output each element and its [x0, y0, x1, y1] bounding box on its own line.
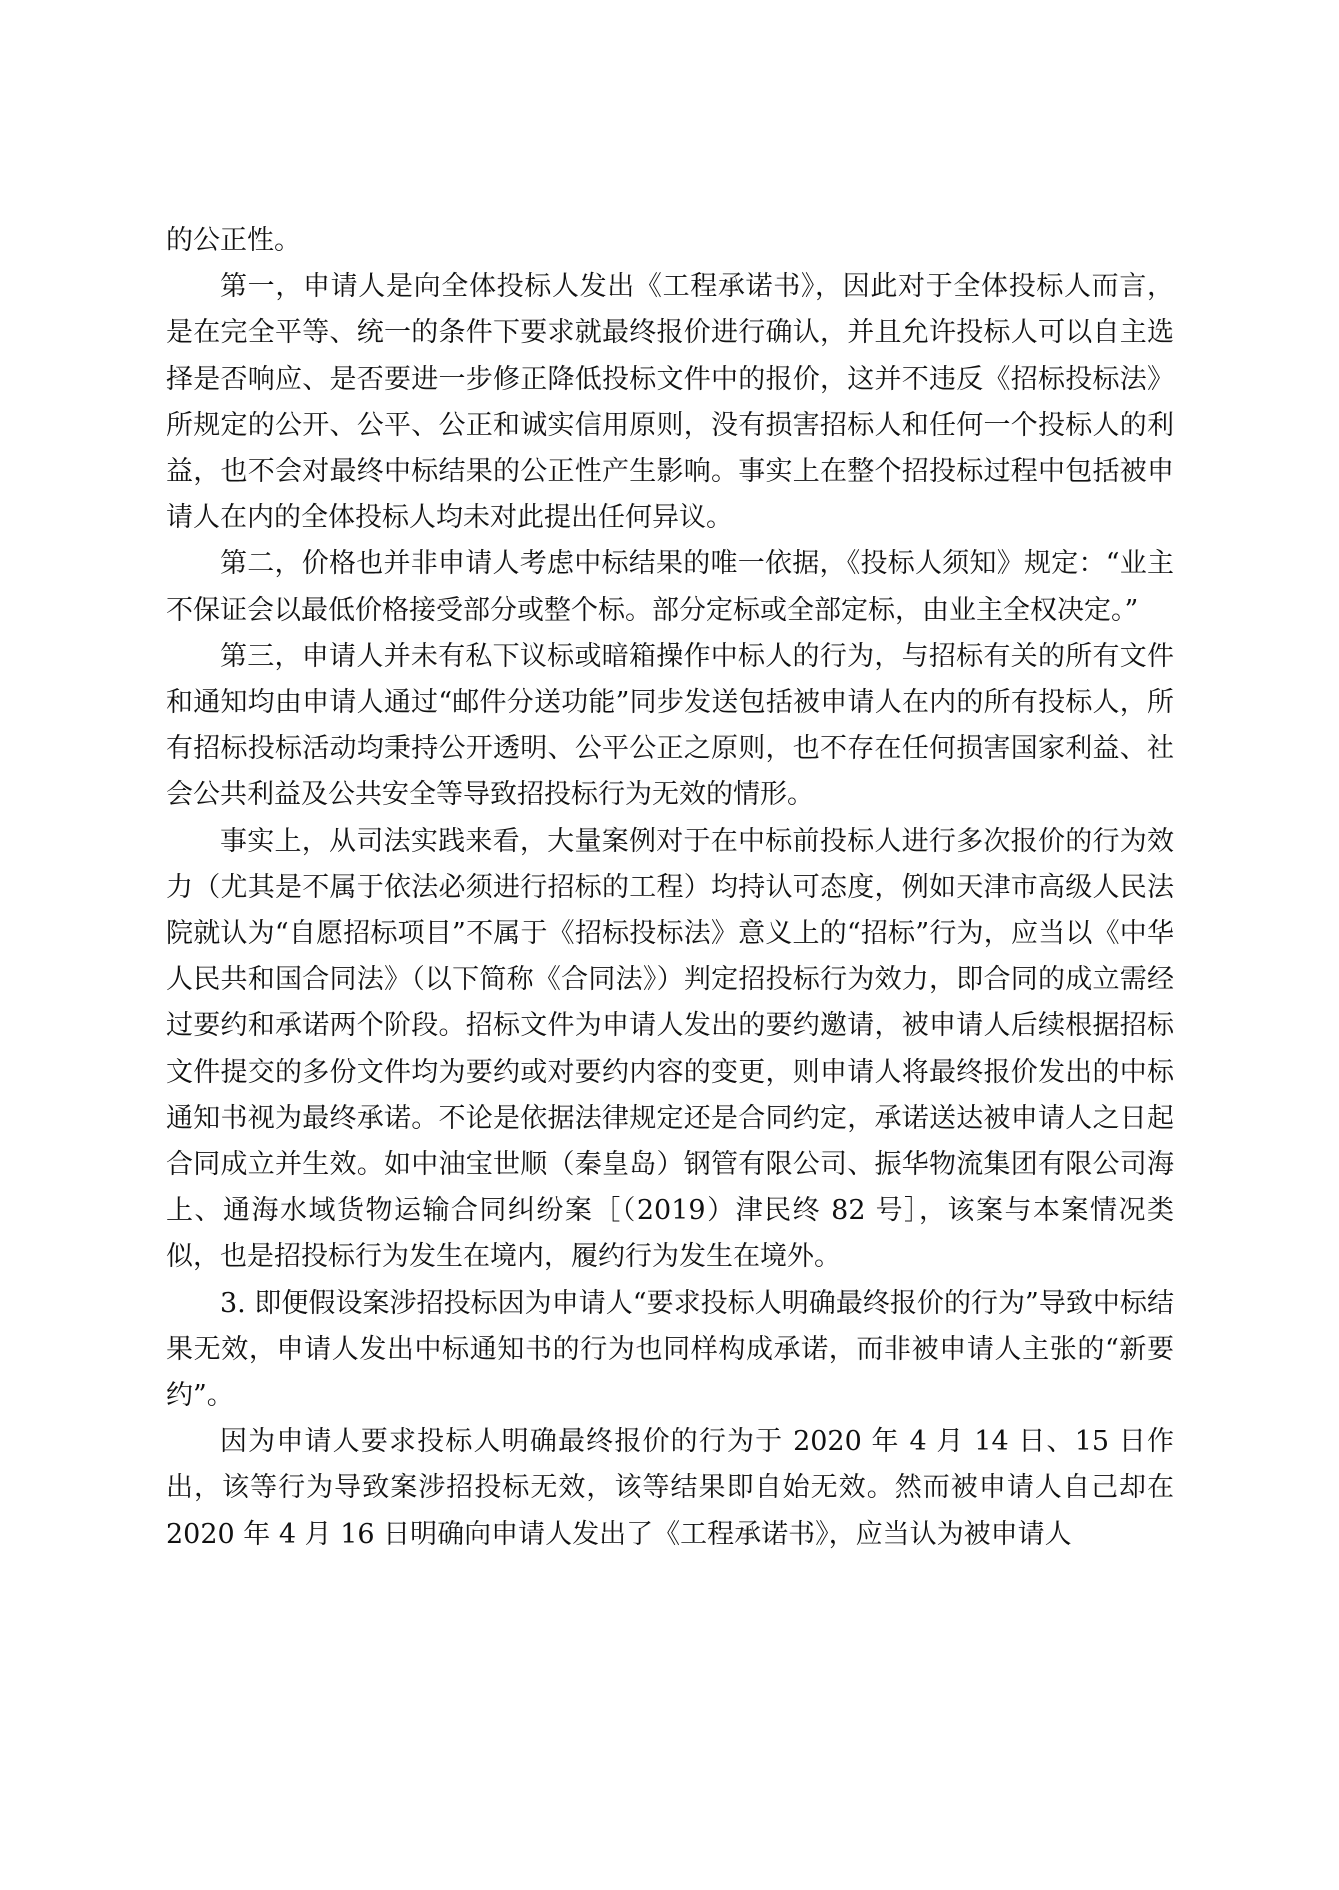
paragraph-4: 第三，申请人并未有私下议标或暗箱操作中标人的行为，与招标有关的所有文件和通知均由申请人通过“邮件分送功能”同步发送包括被申请人在内的所有投标人，所有招标投标活动均秉持公开透明、公平公正之原则，也不存在任何损害国家利益、社会公共利益及公共安全等导致招投标行为无效的情形。: [166, 640, 1174, 811]
paragraph-3: 第二，价格也并非申请人考虑中标结果的唯一依据，《投标人须知》规定：“业主不保证会以最低价格接受部分或整个标。部分定标或全部定标，由业主全权决定。”: [166, 548, 1174, 626]
paragraph-6: 3. 即便假设案涉招投标因为申请人“要求投标人明确最终报价的行为”导致中标结果无效，申请人发出中标通知书的行为也同样构成承诺，而非被申请人主张的“新要约”。: [166, 1287, 1174, 1412]
document-body: [166, 218, 1174, 1558]
paragraph-1: 的公正性。: [166, 225, 301, 256]
paragraph-5: 事实上，从司法实践来看，大量案例对于在中标前投标人进行多次报价的行为效力（尤其是不属于依法必须进行招标的工程）均持认可态度，例如天津市高级人民法院就认为“自愿招标项目”不属于《招标投标法》意义上的“招标”行为，应当以《中华人民共和国合同法》（以下简称《合同法》）判定招投标行为效力，即合同的成立需经过要约和承诺两个阶段。招标文件为申请人发出的要约邀请，被申请人后续根据招标文件提交的多份文件均为要约或对要约内容的变更，则申请人将最终报价发出的中标通知书视为最终承诺。不论是依据法律规定还是合同约定，承诺送达被申请人之日起合同成立并生效。如中油宝世顺（秦皇岛）钢管有限公司、振华物流集团有限公司海上、通海水域货物运输合同纠纷案［（2019）津民终 82 号］，该案与本案情况类似，也是招投标行为发生在境内，履约行为发生在境外。: [166, 825, 1174, 1273]
paragraph-2: 第一，申请人是向全体投标人发出《工程承诺书》，因此对于全体投标人而言，是在完全平等、统一的条件下要求就最终报价进行确认，并且允许投标人可以自主选择是否响应、是否要进一步修正降低投标文件中的报价，这并不违反《招标投标法》所规定的公开、公平、公正和诚实信用原则，没有损害招标人和任何一个投标人的利益，也不会对最终中标结果的公正性产生影响。事实上在整个招投标过程中包括被申请人在内的全体投标人均未对此提出任何异议。: [166, 271, 1174, 534]
paragraph-7: 因为申请人要求投标人明确最终报价的行为于 2020 年 4 月 14 日、15 日作出，该等行为导致案涉招投标无效，该等结果即自始无效。然而被申请人自己却在 2020 年 4 月 16 日明确向申请人发出了《工程承诺书》，应当认为被申请人: [166, 1426, 1174, 1550]
